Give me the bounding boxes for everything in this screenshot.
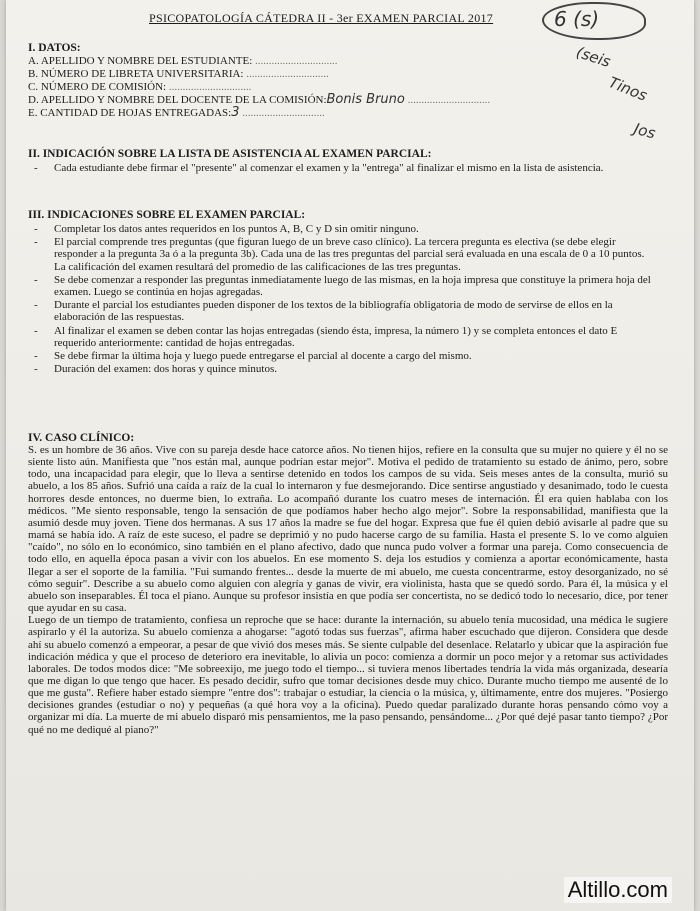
datos-fill-line: .............................. — [243, 68, 329, 80]
datos-value: 3 — [231, 105, 240, 120]
list-item: - Completar los datos antes requeridos en los puntos A, B, C y D sin omitir ninguno. — [28, 223, 658, 235]
list-item: - Al finalizar el examen se deben contar las hojas entregadas (siendo ésta, impresa, la número 1) y se completa entonces el dato E requerido anteriormente: cantidad de hojas entregadas. — [28, 325, 658, 349]
exam-page — [6, 0, 694, 911]
datos-label: D. APELLIDO Y NOMBRE DEL DOCENTE DE LA COMISIÓN: — [28, 94, 327, 106]
datos-fill-line: .............................. — [166, 81, 252, 93]
asistencia-list — [28, 162, 658, 174]
datos-list — [28, 54, 568, 119]
datos-row — [28, 54, 568, 67]
datos-label: B. NÚMERO DE LIBRETA UNIVERSITARIA: — [28, 68, 244, 80]
asistencia-section — [28, 148, 658, 175]
datos-heading: I. DATOS: — [28, 42, 81, 54]
watermark: Altillo.com — [564, 877, 672, 903]
margin-note-1: (seis — [574, 43, 613, 71]
list-item: - Duración del examen: dos horas y quince minutos. — [28, 363, 658, 375]
list-item: - Cada estudiante debe firmar el "presente" al comenzar el examen y la "entrega" al finalizar el mismo en la lista de asistencia. — [28, 162, 658, 174]
margin-handwriting — [566, 40, 691, 150]
caso-paragraph: Luego de un tiempo de tratamiento, confiesa un reproche que se hace: durante la internación, su abuelo tenía mucosidad, una médica le sugiere aspirarlo y él la autoriza. Su abuelo comienza a ahogarse: "agotó todas sus fuerzas", afirma haber escuchado que dijeron. Considera que desde ahí su abuelo comenzó a empeorar, a pesar de que vivió dos meses más. Se siente culpable del desenlace. Relatarlo y ubicar que la aspiración fue indicación médica y que el proceso de deterioro era inevitable, lo alivia un poco: comienza a dormir un poco mejor y a retomar sus actividades laborales. De todos modos dice: "Me sobreexijo, me juego todo el tiempo... si tuviera menos libertades tendría la vida más organizada, desearía que me digan lo que tengo que hacer. Es pesado decidir, sufro que tomar decisiones desde muy chico. Durante mucho tiempo me ausenté de lo que me gusta". Refiere haber estado siempre "entre dos": trabajar o estudiar, la ciencia o la música, y, últimamente, entre dos mujeres. "Posiergo decisiones grandes (estudiar o no) y pequeñas (a qué hora voy a la oficina). Puedo quedar paralizado durante horas pensando cómo voy a organizar mi día. La muerte de mi abuelo disparó mis pensamientos, me la paso pensando, pensándome... ¿Por qué dejé pasar tanto tiempo? ¿Por qué no me dediqué al piano?" — [28, 614, 668, 736]
datos-row — [28, 106, 568, 119]
datos-section — [28, 42, 568, 119]
caso-heading: IV. CASO CLÍNICO: — [28, 432, 135, 444]
datos-row — [28, 80, 568, 93]
datos-label: E. CANTIDAD DE HOJAS ENTREGADAS: — [28, 107, 232, 119]
list-item: - El parcial comprende tres preguntas (que figuran luego de un breve caso clínico). La tercera pregunta es electiva (se debe elegir responder a la pregunta 3a ó a la pregunta 3b). Cada una de las tres preguntas del parcial será evaluada en una escala de 0 a 10 puntos. La calificación del examen resultará del promedio de las calificaciones de las tres preguntas. — [28, 236, 658, 273]
caso-section — [28, 432, 668, 736]
datos-row — [28, 93, 568, 106]
list-item: - Se debe comenzar a responder las preguntas inmediatamente luego de las mismas, en la hoja impresa que constituye la primera hoja del examen. Luego se continúa en hojas agregadas. — [28, 274, 658, 298]
indicaciones-list — [28, 223, 658, 375]
datos-label: C. NÚMERO DE COMISIÓN: — [28, 81, 167, 93]
list-item: - Durante el parcial los estudiantes pueden disponer de los textos de la bibliografía obligatoria de modo de servirse de ellos en la elaboración de las respuestas. — [28, 299, 658, 323]
datos-fill-line: .............................. — [239, 107, 325, 119]
asistencia-heading: II. INDICACIÓN SOBRE LA LISTA DE ASISTENCIA AL EXAMEN PARCIAL: — [28, 148, 432, 160]
datos-fill-line: .............................. — [404, 94, 491, 106]
caso-paragraph: S. es un hombre de 36 años. Vive con su pareja desde hace catorce años. No tienen hijos, refiere en la consulta que su mujer no quiere y él no se siente listo aún. Manifiesta que "nos están mal, aunque podrían estar mejor". Motiva el pedido de tratamiento su estado de ánimo, pero, sobre todo, una incapacidad para elegir, que lo lleva a sentirse detenido en todos los campos de su vida. Seis meses antes de la consulta, murió su abuelo, a los 85 años. Sufrió una caída a raíz de la cual lo internaron y fue desmejorando. Dice sentirse angustiado y desanimado, todo le cuesta horrores desde entonces, no duerme bien, lo extraña. Lo acompañó durante los cuatro meses de internación. Él era quien hablaba con los médicos. "Me siento responsable, tengo la sensación de que podíamos haber hecho algo mejor". Sobre la responsabilidad, manifiesta que la asumió desde muy joven. Tiene dos hermanas. A sus 17 años la madre se fue del hogar. Expresa que fue él quien debió avisarle al padre que su mamá se había ido. A raíz de este suceso, el padre se deprimió y no pudo hacerse cargo de su familia. Hasta el presente S. lo ve como alguien "caído", no sólo en lo económico, sino también en el plano afectivo, dado que nunca pudo volver a formar una pareja. Como consecuencia de todo ello, en aquella época pasan a vivir con los abuelos. En ese momento S. deja los estudios y comienza a aportar económicamente, hasta llegar a ser el soporte de la familia. "Fui sumando frentes... desde la muerte de mi abuelo, me cuesta concentrarme, estoy desorganizado, no sé cómo seguir". Describe a su abuelo como alguien con alegría y ganas de vivir, era violinista, hasta que se quedó sordo. Para él, la música y el abuelo son inseparables. Él toca el piano. Aunque su profesor insistía en que podía ser concertista, no se dedicó todo lo necesario, dice, por tener que ayudar en su casa. — [28, 444, 668, 615]
datos-label: A. APELLIDO Y NOMBRE DEL ESTUDIANTE: — [28, 55, 253, 67]
caso-paragraphs — [28, 444, 668, 736]
indicaciones-heading: III. INDICACIONES SOBRE EL EXAMEN PARCIAL: — [28, 209, 306, 221]
datos-fill-line: .............................. — [252, 55, 338, 67]
datos-value: Bonis Bruno — [326, 92, 405, 107]
score-text: 6 (s) — [554, 7, 600, 31]
list-item: - Se debe firmar la última hoja y luego puede entregarse el parcial al docente a cargo del mismo. — [28, 350, 658, 362]
page-title: PSICOPATOLOGÍA CÁTEDRA II - 3er EXAMEN PARCIAL 2017 — [149, 11, 494, 25]
datos-row — [28, 67, 568, 80]
indicaciones-section — [28, 209, 658, 376]
handwritten-score — [542, 2, 646, 40]
margin-note-2: Tinos — [606, 73, 650, 105]
margin-note-3: Jos — [632, 119, 658, 143]
